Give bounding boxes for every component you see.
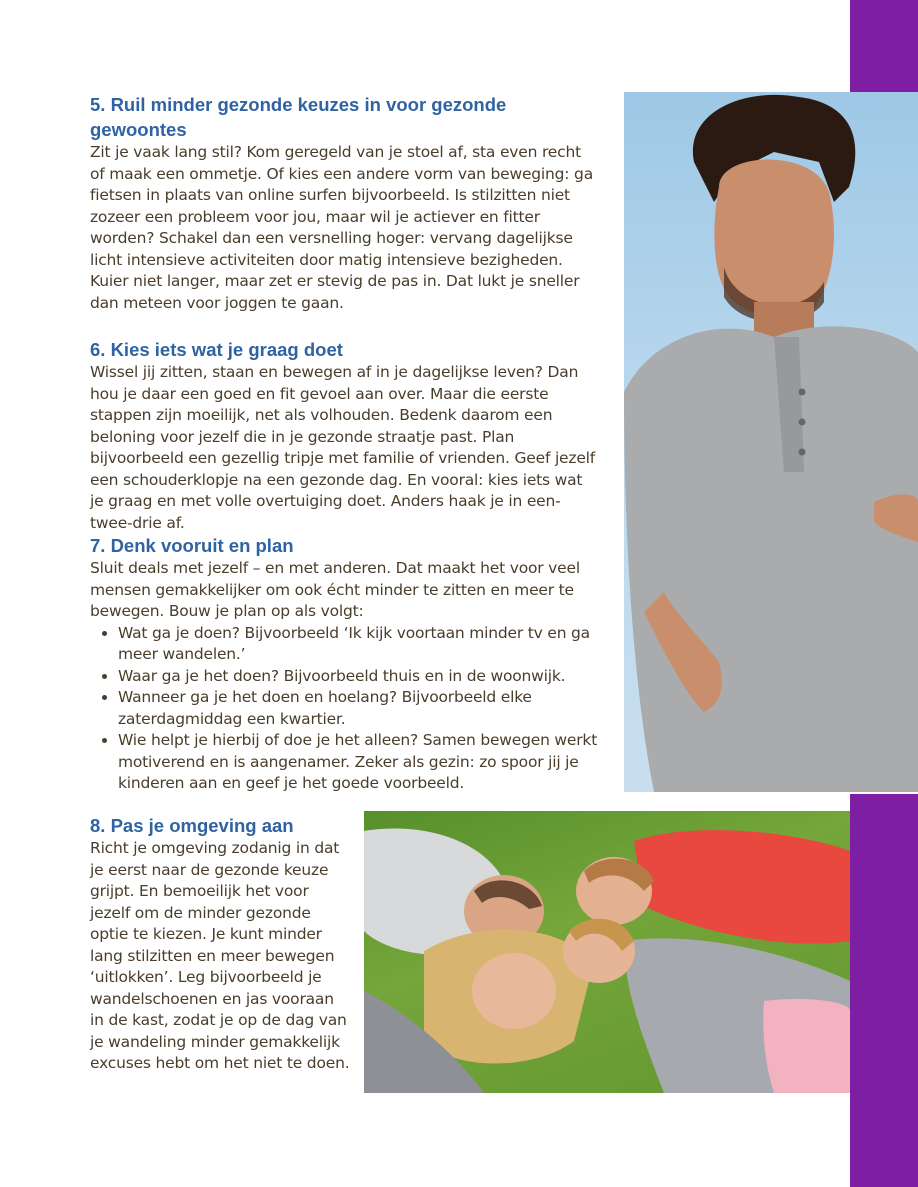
group-lying-in-grass-photo xyxy=(364,811,850,1093)
section-8-heading: 8. Pas je omgeving aan xyxy=(90,815,294,836)
section-6-heading: 6. Kies iets wat je graag doet xyxy=(90,339,343,360)
purple-accent-bar-top xyxy=(850,0,918,92)
jogging-man-photo xyxy=(624,92,918,792)
section-6 xyxy=(90,337,600,534)
section-7-body: Sluit deals met jezelf – en met anderen. Dat maakt het voor veel mensen gemakkelijker om ook écht minder te zitten en meer te bewegen. Bouw je plan op als volgt: xyxy=(90,559,580,620)
section-6-body: Wissel jij zitten, staan en bewegen af in je dagelijkse leven? Dan hou je daar een goed en fit gevoel aan over. Maar die eerste stappen zijn moeilijk, net als volhouden. Bedenk daarom een beloning voor jezelf die in je gezonde straatje past. Plan bijvoorbeeld een gezellig tripje met familie of vrienden. Geef jezelf een schouderklopje na een gezonde dag. En vooral: kies iets wat je graag en met volle overtuiging doet. Anders haak je in een-twee-drie af. xyxy=(90,363,596,532)
section-7-heading: 7. Denk vooruit en plan xyxy=(90,535,294,556)
section-8-body: Richt je omgeving zodanig in dat je eerst naar de gezonde keuze grijpt. En bemoeilijk het voor jezelf om de minder gezonde optie te kiezen. Je kunt minder lang stilzitten en meer bewegen ‘uitlokken’. Leg bijvoorbeeld je wandelschoenen en jas vooraan in de kast, zodat je op de dag van je wandeling minder gemakkelijk excuses hebt om het niet te doen. xyxy=(90,839,350,1072)
section-5-heading: 5. Ruil minder gezonde keuzes in voor gezonde gewoontes xyxy=(90,94,507,140)
list-item: • Wie helpt je hierbij of doe je het alleen? Samen bewegen werkt motiverend en is aangenamer. Zeker als gezin: zo spoor jij je kinderen aan en geef je het goede voorbeeld. xyxy=(118,730,600,795)
list-item: • Wat ga je doen? Bijvoorbeeld ‘Ik kijk voortaan minder tv en ga meer wandelen.’ xyxy=(118,623,600,666)
section-5 xyxy=(90,92,600,314)
section-5-body: Zit je vaak lang stil? Kom geregeld van je stoel af, sta even recht of maak een ommetje. Of kies een andere vorm van beweging: ga fietsen in plaats van online surfen bijvoorbeeld. Is stilzitten niet zozeer een probleem voor jou, maar wil je actiever en fitter worden? Schakel dan een versnelling hoger: vervang dagelijkse licht intensieve activiteiten door matig intensieve bezigheden. Kuier niet langer, maar zet er stevig de pas in. Dat lukt je sneller dan meteen voor joggen te gaan. xyxy=(90,143,593,312)
section-7 xyxy=(90,533,600,795)
section-8 xyxy=(90,813,352,1075)
list-item: • Waar ga je het doen? Bijvoorbeeld thuis en in de woonwijk. xyxy=(118,666,600,688)
plan-bullet-list xyxy=(90,623,600,795)
purple-accent-bar-bottom xyxy=(850,794,918,1187)
list-item: • Wanneer ga je het doen en hoelang? Bijvoorbeeld elke zaterdagmiddag een kwartier. xyxy=(118,687,600,730)
